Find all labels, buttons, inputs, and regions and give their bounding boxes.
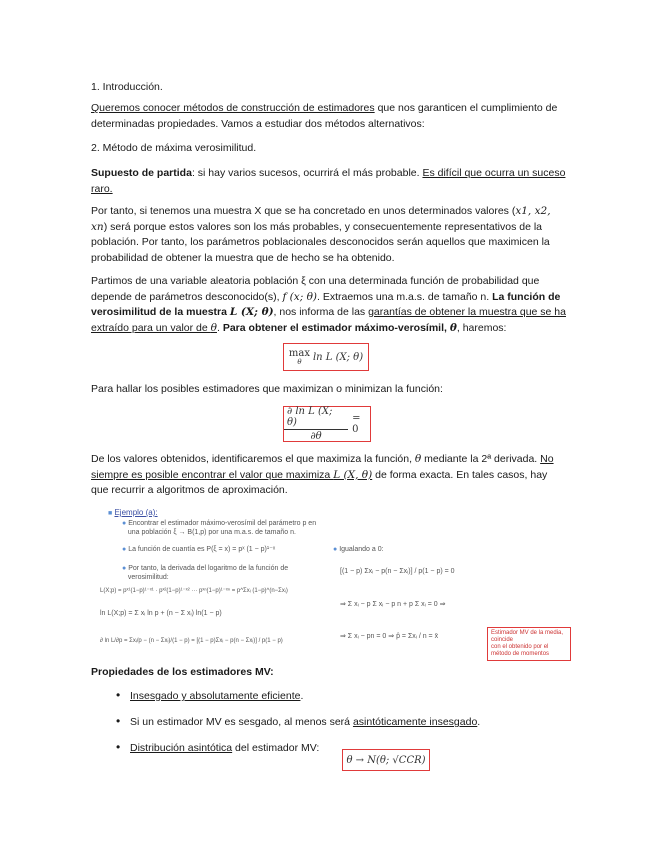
supuesto-bold: Supuesto de partida — [91, 167, 192, 179]
partimos-e: , haremos: — [456, 321, 507, 334]
supuesto-paragraph — [91, 166, 566, 197]
equals-zero: = 0 — [352, 413, 361, 435]
partimos-a: Partimos de una variable aleatoria población ξ con una determinada función de probabilidad que depende de parámetros desconocido(s), — [91, 275, 540, 303]
para-hallar-paragraph: Para hallar los posibles estimadores que maximizan o minimizan la función: — [91, 383, 443, 395]
result-line-3: ⇒ Σ xᵢ − pn = 0 ⇒ p̂ = Σxᵢ / n = x̄ — [340, 633, 439, 640]
partimos-c: , nos informa de las — [273, 306, 369, 318]
log-likelihood-line: ln L(X;p) = Σ xᵢ ln p + (n − Σ xᵢ) ln(1 − p) — [100, 610, 222, 617]
ln-likelihood: ln L (X; θ) — [312, 351, 364, 363]
mle-bold: Para obtener el estimador máximo-verosímil, — [222, 321, 450, 334]
supuesto-underlined: Es difícil que ocurra un suceso raro. — [91, 167, 566, 195]
de-valores-b: mediante la 2ª derivada. — [421, 453, 541, 465]
de-valores-underlined: No siempre es posible encontrar el valor que maximiza L (X, θ) — [91, 453, 554, 481]
bullet-dot-1: • — [116, 688, 121, 702]
por-tanto-a: Por tanto, si tenemos una muestra X que se ha concretado en unos determinados valores ( — [91, 205, 516, 217]
section-2-title: 2. Método de máxima verosimilitud. — [91, 142, 257, 154]
density-math: f (x; θ) — [282, 290, 317, 303]
property-1: Insesgado y absolutamente eficiente. — [130, 690, 304, 702]
theta-hat-math-2: θ — [414, 453, 422, 465]
example-bullet-2: ● La función de cuantía es P(ξ = x) = pˣ (1 − p)¹⁻ˣ — [122, 546, 276, 553]
intro-rest: que nos garanticen el cumplimiento de determinadas propiedades. Vamos a estudiar dos métodos alternativos: — [91, 102, 558, 130]
partimos-paragraph — [91, 274, 566, 336]
example-bullet-3: ● Por tanto, la derivada del logaritmo de la función de verosimilitud: — [122, 565, 289, 581]
mv-note-box: Estimador MV de la media, coincide con el obtenido por el método de momentos — [487, 627, 571, 661]
propiedades-title: Propiedades de los estimadores MV: — [91, 666, 274, 678]
por-tanto-paragraph — [91, 204, 566, 266]
igualando-label: ● Igualando a 0: — [333, 546, 384, 553]
de-valores-paragraph — [91, 452, 566, 499]
max-ln-formula-box — [283, 343, 369, 371]
example-bullet-1: ● Encontrar el estimador máximo-verosímil del parámetro p en una población ξ → B(1,p) por una m.a.s. de tamaño n. — [122, 520, 317, 536]
result-line-2: ⇒ Σ xᵢ − p Σ xᵢ − p n + p Σ xᵢ = 0 ⇒ — [340, 601, 446, 608]
partimos-d: . — [217, 321, 223, 334]
bullet-dot-3: • — [116, 740, 121, 754]
max-operator: max θ — [288, 348, 310, 366]
derivative-line: ∂ ln L/∂p = Σxᵢ/p − (n − Σxᵢ)/(1 − p) = [(1 − p)Σxᵢ − p(n − Σxᵢ)] / p(1 − p) — [100, 638, 283, 644]
theta-hat-math: θ — [449, 321, 457, 334]
property-2: Si un estimador MV es sesgado, al menos será asintóticamente insesgado. — [130, 716, 481, 728]
bullet-dot-2: • — [116, 714, 121, 728]
theta-math: θ — [210, 321, 217, 334]
por-tanto-b: ) será porque estos valores son los más probables, y consecuentemente representativos de la población. Por tanto, los parámetros poblacionales desconocidos serán aquellos que maximicen la probabilidad de obtener la muestra que de hecho se ha obtenido. — [91, 220, 550, 264]
property-3: Distribución asintótica del estimador MV: — [130, 742, 320, 754]
de-valores-a: De los valores obtenidos, identificaremos el que maximiza la función, — [91, 453, 415, 465]
sample-values-math: x1, x2, xn — [91, 205, 551, 233]
asymptotic-formula-box: θ → N(θ; √CCR) — [342, 749, 430, 771]
supuesto-text: : si hay varios sucesos, ocurrirá el más probable. — [191, 167, 423, 179]
likelihood-math: L (X; θ) — [229, 306, 274, 318]
result-line-1: [(1 − p) Σxᵢ − p(n − Σxᵢ)] / p(1 − p) = 0 — [340, 568, 455, 575]
partimos-b: . Extraemos una m.a.s. de tamaño n. — [317, 290, 493, 303]
de-valores-c: de forma exacta. En tales casos, hay que recurrir a algoritmos de aproximación. — [91, 468, 548, 496]
intro-underlined: Queremos conocer métodos de construcción de estimadores — [91, 102, 375, 114]
intro-paragraph — [91, 101, 566, 132]
derivative-fraction: $\frac{\text{∂ ln L (X; θ)}}{\partial\theta}$ — [284, 406, 348, 442]
derivative-formula-box — [283, 406, 371, 442]
likelihood-bold: La función de verosimilitud de la muestra — [91, 290, 561, 318]
likelihood-math-2: L (X, θ) — [333, 468, 373, 481]
partimos-underlined: garantías de obtener la muestra que se ha extraído para un valor de θ — [91, 306, 566, 334]
example-title: ■ Ejemplo (a): — [108, 508, 158, 517]
section-1-title: 1. Introducción. — [91, 81, 163, 93]
likelihood-product-line: L(X;p) = pˣ¹(1−p)¹⁻ˣ¹ · pˣ²(1−p)¹⁻ˣ² ··· pˣⁿ(1−p)¹⁻ˣⁿ = p^Σxᵢ (1−p)^(n−Σxᵢ) — [100, 588, 288, 594]
